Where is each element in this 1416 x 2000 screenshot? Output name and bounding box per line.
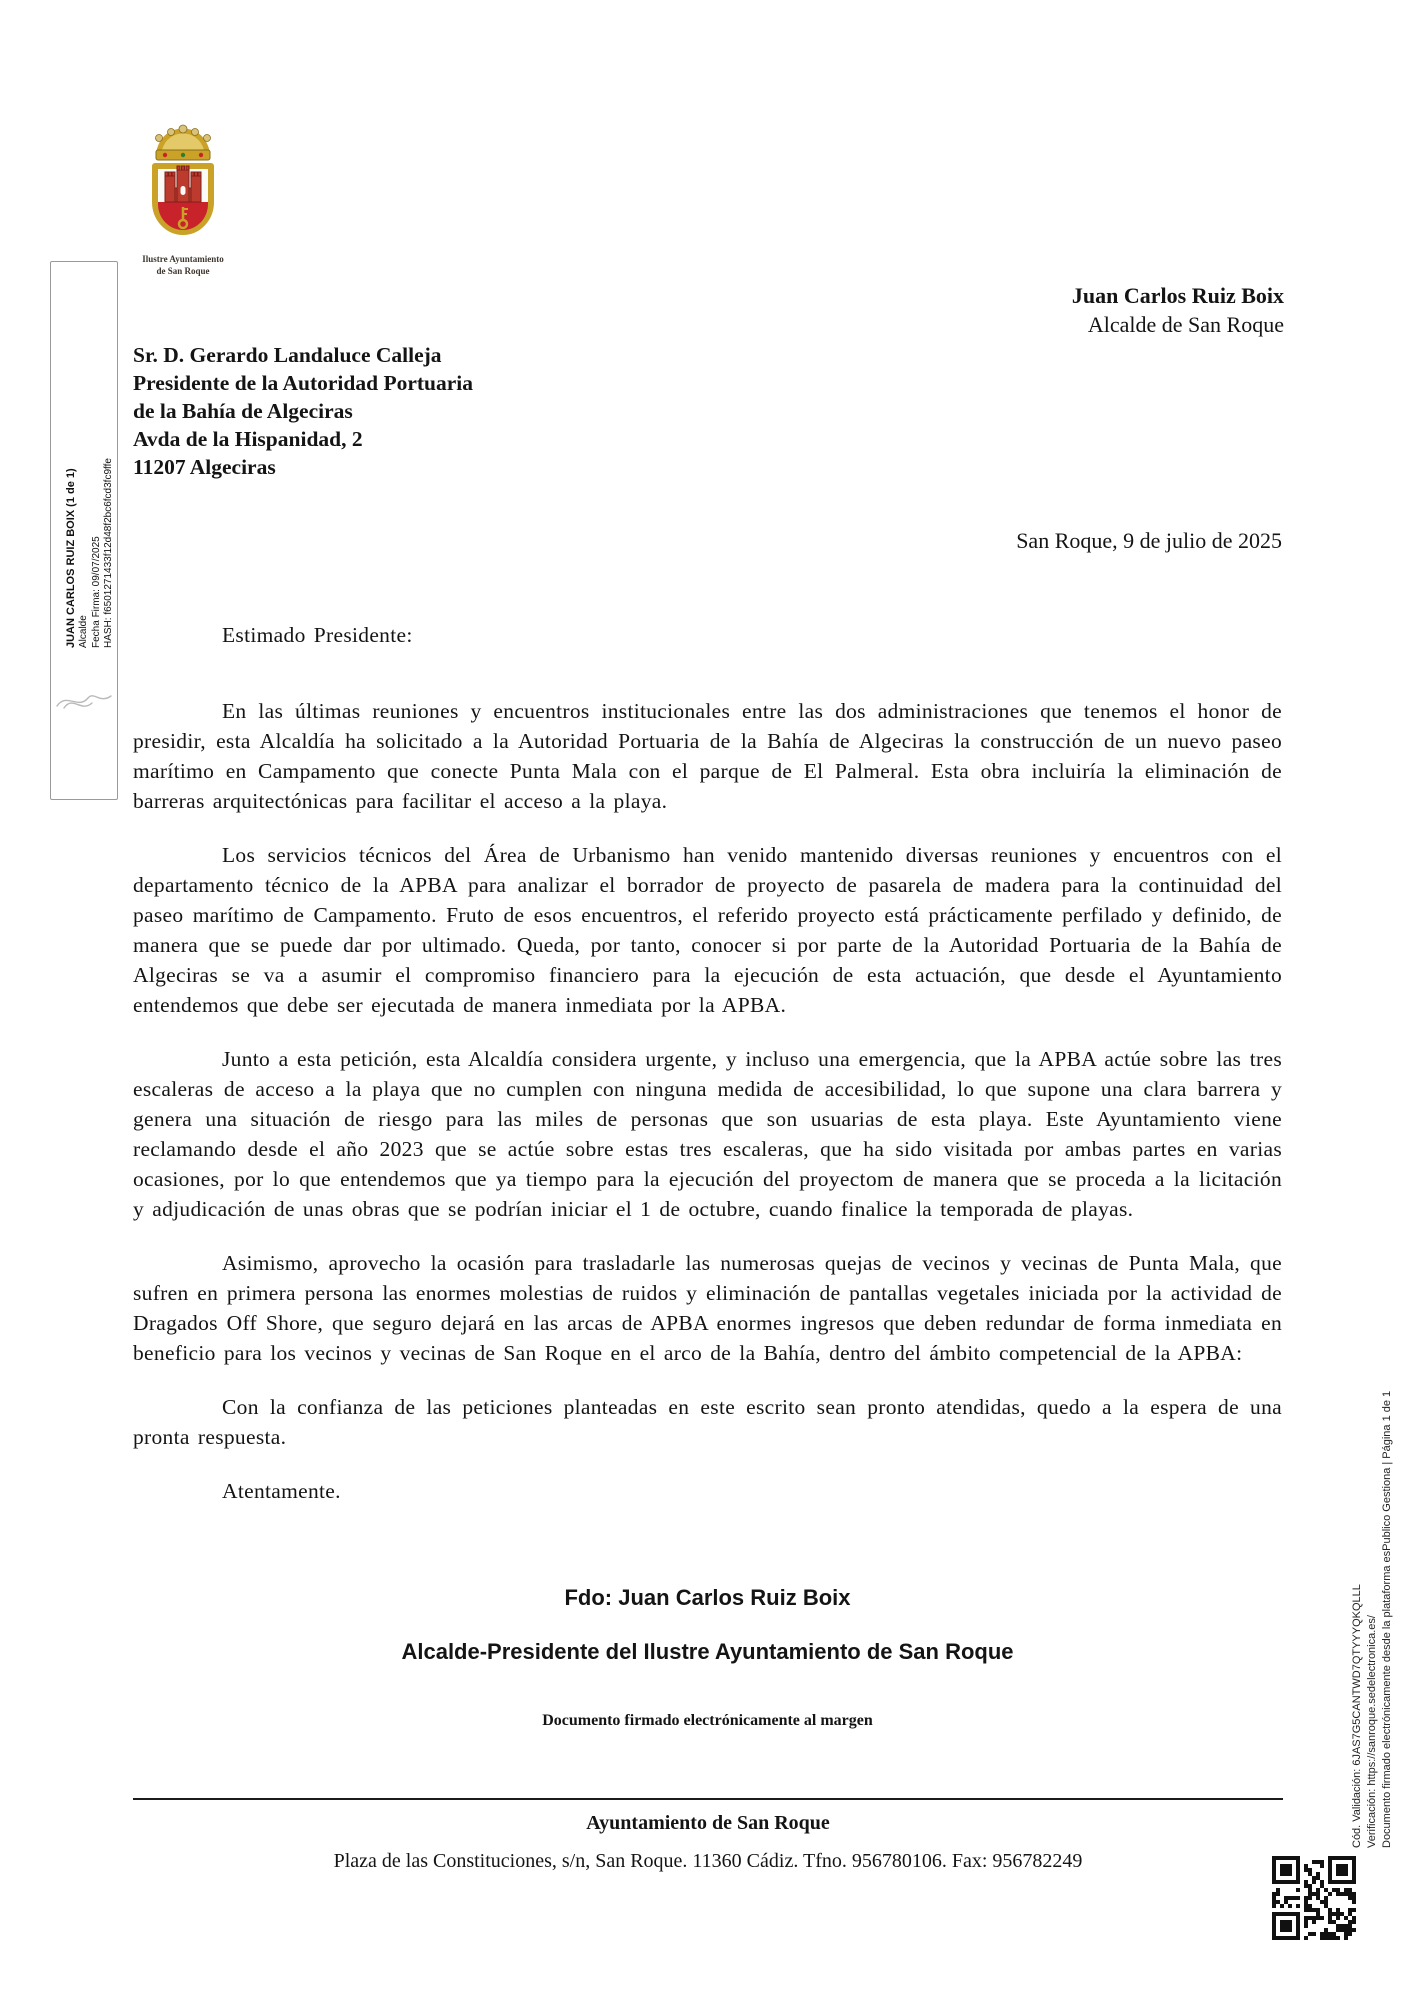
electronic-signature-notice: Documento firmado electrónicamente al margen: [542, 1712, 873, 1729]
footer-organization: Ayuntamiento de San Roque: [586, 1812, 830, 1834]
recipient-line-2: Presidente de la Autoridad Portuaria: [133, 371, 474, 395]
recipient-line-1: Sr. D. Gerardo Landaluce Calleja: [133, 343, 442, 367]
footer-address: Plaza de las Constituciones, s/n, San Roque. 11360 Cádiz. Tfno. 956780106. Fax: 956782249: [333, 1850, 1083, 1872]
salutation: Estimado Presidente:: [222, 623, 413, 647]
sender-block: [1072, 281, 1284, 339]
signature-stamp-text: [65, 348, 117, 648]
signature-stamp-box: [50, 261, 118, 800]
sender-name: Juan Carlos Ruiz Boix: [1071, 283, 1284, 308]
paragraph-3: Junto a esta petición, esta Alcaldía considera urgente, y incluso una emergencia, que la APBA actúe sobre las tres escaleras de acceso a la playa que no cumplen con ninguna medida de accesibilidad, lo que supone una clara barrera y genera una situación de riesgo para las miles de personas que son usuarias de esta playa. Este Ayuntamiento viene reclamando desde el año 2023 que se actúe sobre estas tres escaleras, que ha sido visitada por ambas partes en varias ocasiones, por lo que entendemos que ya tiempo para la ejecución del proyectom de manera que se proceda a la licitación y adjudicación de unas obras que se podrían iniciar el 1 de octubre, cuando finalice la temporada de playas.: [133, 1047, 1282, 1221]
paragraph-5: Con la confianza de las peticiones planteadas en este escrito sean pronto atendidas, quedo a la espera de una pronta respuesta.: [133, 1395, 1282, 1449]
paragraph-2: Los servicios técnicos del Área de Urbanismo han venido mantenido diversas reuniones y encuentros con el departamento técnico de la APBA para analizar el borrador de proyecto de pasarela de madera para la continuidad del paseo marítimo de Campamento. Fruto de esos encuentros, el referido proyecto está prácticamente perfilado y definido, de manera que se puede dar por ultimado. Queda, por tanto, conocer si por parte de la Autoridad Portuaria de la Bahía de Algeciras se va a asumir el compromiso financiero para la ejecución de esta actuación, que desde el Ayuntamiento entendemos que debe ser ejecutada de manera inmediata por la APBA.: [133, 843, 1282, 1017]
stamp-signer: JUAN CARLOS RUIZ BOIX (1 de 1): [65, 468, 77, 648]
validation-code-line: Cód. Validación: 6JAS7G5CANTWD7QTYYYQKQLLL: [1351, 1584, 1363, 1848]
verification-url-line: Verificación: https://sanroque.sedelectronica.es/: [1366, 1615, 1378, 1848]
signer-role-line: Alcalde-Presidente del Ilustre Ayuntamiento de San Roque: [401, 1639, 1014, 1664]
closing-salutation: Atentamente.: [222, 1479, 341, 1503]
signature-block: [133, 1584, 1282, 1666]
coat-of-arms-block: [117, 124, 249, 276]
recipient-line-3: de la Bahía de Algeciras: [133, 399, 353, 423]
letter-body: [133, 620, 1282, 1506]
footer-divider: [133, 1798, 1283, 1800]
crest-caption-line2: de San Roque: [156, 266, 210, 276]
platform-page-line: Documento firmado electrónicamente desde la plataforma esPublico Gestiona | Página 1 de 1: [1381, 1390, 1393, 1848]
paragraph-4: Asimismo, aprovecho la ocasión para trasladarle las numerosas quejas de vecinos y vecinas de Punta Mala, que sufren en primera persona las enormes molestias de ruidos y eliminación de pantallas vegetales iniciada por la actividad de Dragados Off Shore, que seguro dejará en las arcas de APBA enormes ingresos que deben redundar de forma inmediata en beneficio para los vecinos y vecinas de San Roque en el arco de la Bahía, dentro del ámbito competencial de la APBA:: [133, 1251, 1282, 1365]
qr-code: [1272, 1856, 1356, 1940]
signed-by-line: Fdo: Juan Carlos Ruiz Boix: [564, 1585, 851, 1610]
recipient-line-5: 11207 Algeciras: [133, 455, 276, 479]
signature-mark-icon: [54, 688, 114, 714]
crest-caption-line1: Ilustre Ayuntamiento: [142, 254, 224, 264]
paragraph-1: En las últimas reuniones y encuentros institucionales entre las dos administraciones que tenemos el honor de presidir, esta Alcaldía ha solicitado a la Autoridad Portuaria de la Bahía de Algeciras la construcción de un nuevo paseo marítimo en Campamento que conecte Punta Mala con el parque de El Palmeral. Esta obra incluiría la eliminación de barreras arquitectónicas para facilitar el acceso a la playa.: [133, 699, 1282, 813]
san-roque-coat-of-arms-icon: [141, 124, 225, 252]
recipient-block: [133, 341, 473, 481]
sender-title: Alcalde de San Roque: [1087, 312, 1284, 337]
recipient-line-4: Avda de la Hispanidad, 2: [133, 427, 363, 451]
stamp-sign-date: Fecha Firma: 09/07/2025: [90, 536, 102, 648]
date-line: San Roque, 9 de julio de 2025: [1016, 528, 1282, 553]
stamp-role: Alcalde: [78, 615, 89, 648]
stamp-hash: HASH: f6501271433f12d48f2bc6fcd3fc9ffe: [103, 458, 114, 648]
